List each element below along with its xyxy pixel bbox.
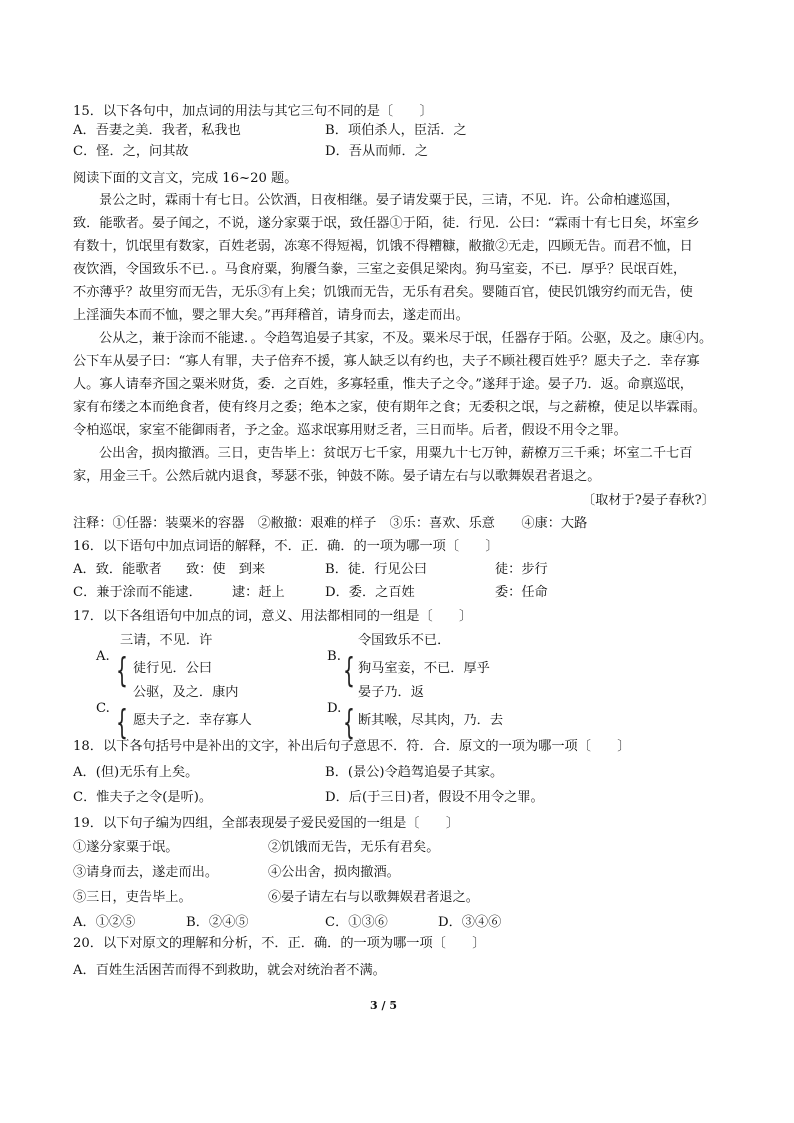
q16-option-d-gloss: 委：任命 xyxy=(495,585,548,600)
q19-sentence-6: ⑥晏子请左右与以歌舞娱君者退之。 xyxy=(268,890,479,905)
passage-line: 人。寡人请奉齐国之粟米财货，委．之百姓，多寡轻重，惟夫子之令。”遂拜于途。晏子乃．返。命禀巡氓， xyxy=(73,377,693,392)
source-citation: 〔取材于?晏子春秋?〕 xyxy=(582,493,715,508)
passage-line: 致．能歌者。晏子闻之，不说，遂分家粟于氓，致任器①于陌，徒．行见．公曰：“霖雨十有七日矣，坏室乡 xyxy=(73,216,700,231)
q16-option-a-gloss: 致：使 到来 xyxy=(186,562,266,577)
q19-sentence-1: ①遂分家粟于氓。 xyxy=(73,840,179,855)
q17-c-label: C. xyxy=(96,701,110,716)
q17-d-line2: 断其喉，尽其肉，乃．去 xyxy=(358,713,504,728)
passage-line: 上淫湎失本而不恤，婴之罪大矣。”再拜稽首，请身而去，遂走而出。 xyxy=(73,308,469,323)
q19-option-b: B．②④⑤ xyxy=(186,915,249,930)
q15-option-d: D．吾从而师．之 xyxy=(325,144,428,159)
q19-option-a: A．①②⑤ xyxy=(73,915,136,930)
brace-icon: { xyxy=(116,651,128,691)
q15-option-b: B．项伯杀人，臣活．之 xyxy=(325,123,467,138)
q17-b-label: B. xyxy=(327,649,341,664)
passage-line: 夜饮酒，令国致乐不已．。马食府粟，狗餍刍豢，三室之妾俱足梁肉。狗马室妾，不已．厚乎？民氓百姓， xyxy=(73,262,687,277)
q17-d-label: D. xyxy=(327,701,342,716)
passage-line: 令柏巡氓，家室不能御雨者，予之金。巡求氓寡用财乏者，三日而毕。后者，假设不用令之罪。 xyxy=(73,423,627,438)
q17-d-line1: 晏子乃．返 xyxy=(358,685,424,700)
q19-stem: 19．以下句子编为四组，全部表现晏子爱民爱国的一组是〔 〕 xyxy=(73,816,460,831)
q19-sentence-3: ③请身而去，遂走而出。 xyxy=(73,865,219,880)
q16-option-a: A．致．能歌者 xyxy=(73,562,162,577)
q16-option-b: B．徒．行见公曰 xyxy=(325,562,428,577)
q17-b-line1: 令国致乐不已． xyxy=(358,633,451,648)
passage-line: 不亦薄乎？故里穷而无告，无乐③有上矣；饥饿而无告，无乐有君矣。婴随百官，使民饥饿穷约而无告，使 xyxy=(73,285,693,300)
passage-line: 有数十，饥氓里有数家，百姓老弱，冻寒不得短褐，饥饿不得糟糠，敝撤②无走，四顾无告。而君不恤，日 xyxy=(73,239,693,254)
q18-option-a: A．(但)无乐有上矣。 xyxy=(73,765,199,780)
passage-line: 景公之时，霖雨十有七日。公饮酒，日夜相继。晏子请发粟于民，三请，不见．许。公命柏遽巡国， xyxy=(99,193,680,208)
q16-option-c-gloss: 逮：赶上 xyxy=(232,585,285,600)
q20-stem: 20．以下对原文的理解和分析，不．正．确．的一项为哪一项〔 〕 xyxy=(73,936,486,951)
q16-option-c: C．兼于涂而不能逮． xyxy=(73,585,202,600)
q17-a-label: A. xyxy=(96,649,110,664)
q19-sentence-5: ⑤三日，吏告毕上。 xyxy=(73,890,192,905)
q16-option-b-gloss: 徒：步行 xyxy=(495,562,548,577)
reading-intro: 阅读下面的文言文，完成 16~20 题。 xyxy=(73,171,298,186)
passage-line: 公下车从晏子曰：“寡人有罪，夫子倍弃不援，寡人缺乏以有约也，夫子不顾社稷百姓乎？愿夫子之．幸存寡 xyxy=(73,354,700,369)
q15-option-a: A．吾妻之美．我者，私我也 xyxy=(73,123,241,138)
q17-a-line1: 三请，不见．许 xyxy=(120,633,213,648)
passage-line: 公出舍，损肉撤酒。三日，吏告毕上：贫氓万七千家，用粟九十七万钟，薪橑万三千乘；坏室二千七百 xyxy=(99,446,693,461)
brace-icon: { xyxy=(116,703,128,743)
passage-line: 公从之，兼于涂而不能逮．。令趋驾追晏子其家，不及。粟米尽于氓，任器存于陌。公驱，及之。康④内。 xyxy=(99,331,713,346)
q18-option-c: C．惟夫子之令(是听)。 xyxy=(73,790,213,805)
q17-b-line2: 狗马室妾，不已．厚乎 xyxy=(358,661,490,676)
q17-stem: 17．以下各组语句中加点的词，意义、用法都相同的一组是〔 〕 xyxy=(73,609,473,624)
q17-a-line2: 徒行见．公曰 xyxy=(133,661,213,676)
passage-line: 家有布缕之本而绝食者，使有终月之委；绝本之家，使有期年之食；无委积之氓，与之薪橑，使足以毕霖雨。 xyxy=(73,400,706,415)
q17-c-line2: 愿夫子之．幸存寡人 xyxy=(133,713,252,728)
q19-option-d: D．③④⑥ xyxy=(438,915,502,930)
q19-sentence-4: ④公出舍，损肉撤酒。 xyxy=(268,865,400,880)
q18-stem: 18．以下各句括号中是补出的文字，补出后句子意思不．符．合．原文的一项为哪一项〔 〕 xyxy=(73,739,631,754)
q18-option-b: B．(景公)令趋驾追晏子其家。 xyxy=(325,765,504,780)
q15-stem: 15．以下各句中，加点词的用法与其它三句不同的是〔 〕 xyxy=(73,104,433,119)
q19-sentence-2: ②饥饿而无告，无乐有君矣。 xyxy=(268,840,440,855)
footnotes: 注释：①任器：装粟米的容器 ②敝撤：艰难的样子 ③乐：喜欢、乐意 ④康：大路 xyxy=(73,516,588,531)
q20-option-a: A．百姓生活困苦而得不到救助，就会对统治者不满。 xyxy=(73,963,386,978)
q18-option-d: D．后(于三日)者，假设不用令之罪。 xyxy=(325,790,544,805)
page-number: 3 / 5 xyxy=(370,999,397,1012)
passage-line: 家，用金三千。公然后就内退食，琴瑟不张，钟鼓不陈。晏子请左右与以歌舞娱君者退之。 xyxy=(73,469,601,484)
q19-option-c: C．①③⑥ xyxy=(325,915,388,930)
q16-stem: 16．以下语句中加点词语的解释，不．正．确．的一项为哪一项〔 〕 xyxy=(73,539,499,554)
q15-option-c: C．怪．之，问其故 xyxy=(73,144,189,159)
q17-c-line1: 公驱，及之．康内 xyxy=(133,685,239,700)
q16-option-d: D．委．之百姓 xyxy=(325,585,415,600)
brace-icon: { xyxy=(343,703,355,743)
brace-icon: { xyxy=(343,651,355,691)
